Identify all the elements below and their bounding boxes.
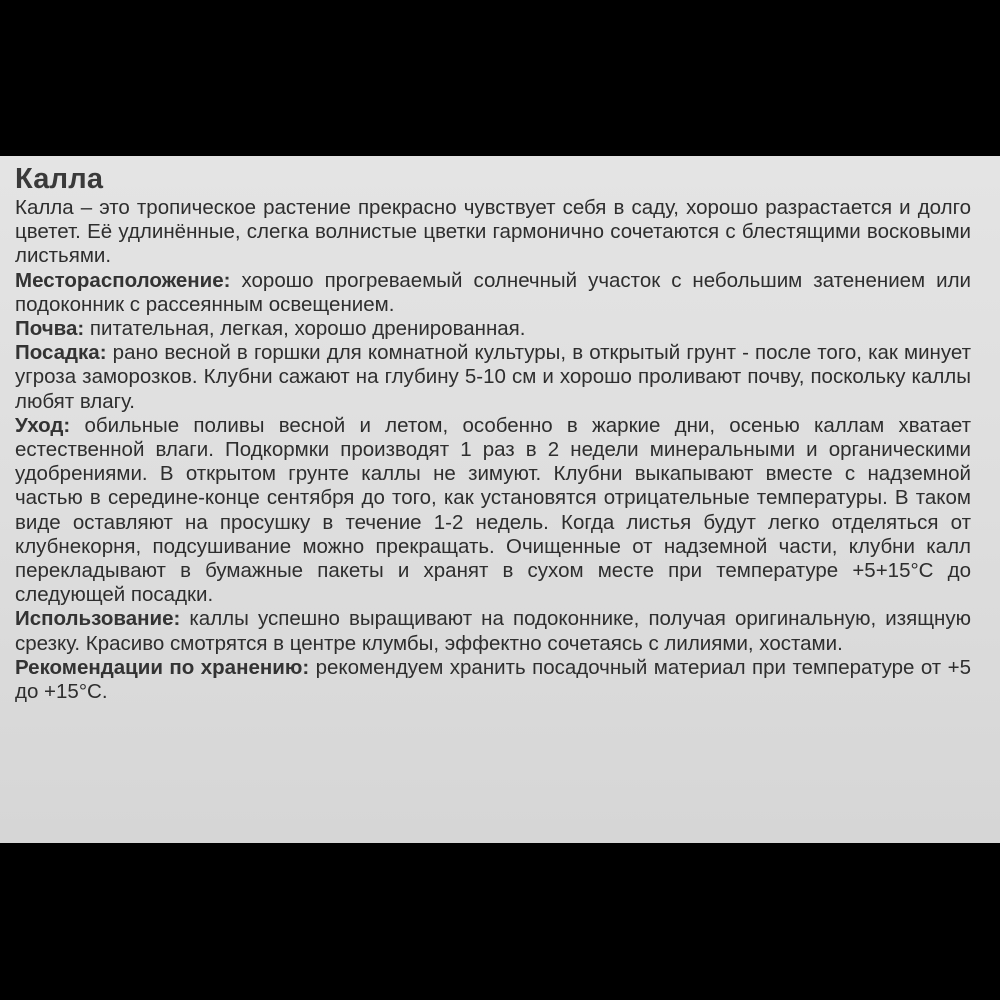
- section-soil: [15, 317, 971, 341]
- section-usage: [15, 607, 971, 655]
- section-planting: [15, 341, 971, 414]
- section-storage: [15, 656, 971, 704]
- section-label: Почва:: [15, 317, 85, 341]
- intro-paragraph: Калла – это тропическое растение прекрасно чувствует себя в саду, хорошо разрастается и долго цветет. Её удлинённые, слегка волнистые цветки гармонично сочетаются с блестящими восковыми листьями.: [15, 196, 971, 268]
- label-panel: [0, 156, 1000, 843]
- page-title: Калла: [15, 163, 104, 195]
- section-label: Посадка:: [15, 341, 107, 365]
- document-body: [15, 162, 971, 704]
- section-label: Использование:: [15, 607, 181, 631]
- section-label: Месторасположение:: [15, 268, 231, 292]
- section-location: [15, 269, 971, 317]
- section-label: Рекомендации по хранению:: [15, 655, 310, 679]
- section-text: хорошо прогреваемый солнечный участок с небольшим затенением или подоконник с рассеянным освещением.: [15, 268, 971, 316]
- section-care: [15, 414, 971, 608]
- section-text: обильные поливы весной и летом, особенно в жаркие дни, осенью каллам хватает естественной влаги. Подкормки производят 1 раз в 2 недели минеральными и органическими удобрениями. В открытом грунте каллы не зимуют. Клубни выкапывают вместе с надземной частью в середине-конце сентября до того, как установятся отрицательные температуры. В таком виде оставляют на просушку в течение 1-2 недель. Когда листья будут легко отделяться от клубнекорня, подсушивание можно прекращать. Очищенные от надземной части, клубни калл перекладывают в бумажные пакеты и хранят в сухом месте при температуре +5+15°С до следующей посадки.: [15, 413, 971, 607]
- section-text: рекомендуем хранить посадочный материал при температуре от +5 до +15°С.: [15, 655, 971, 704]
- section-text: питательная, легкая, хорошо дренированная.: [84, 317, 526, 341]
- section-text: каллы успешно выращивают на подоконнике, получая оригинальную, изящную срезку. Красиво смотрятся в центре клумбы, эффектно сочетаясь с лилиями, хостами.: [15, 607, 971, 655]
- section-text: рано весной в горшки для комнатной культуры, в открытый грунт - после того, как минует угроза заморозков. Клубни сажают на глубину 5-10 см и хорошо проливают почву, поскольку каллы любят влагу.: [15, 341, 971, 413]
- section-label: Уход:: [15, 413, 71, 437]
